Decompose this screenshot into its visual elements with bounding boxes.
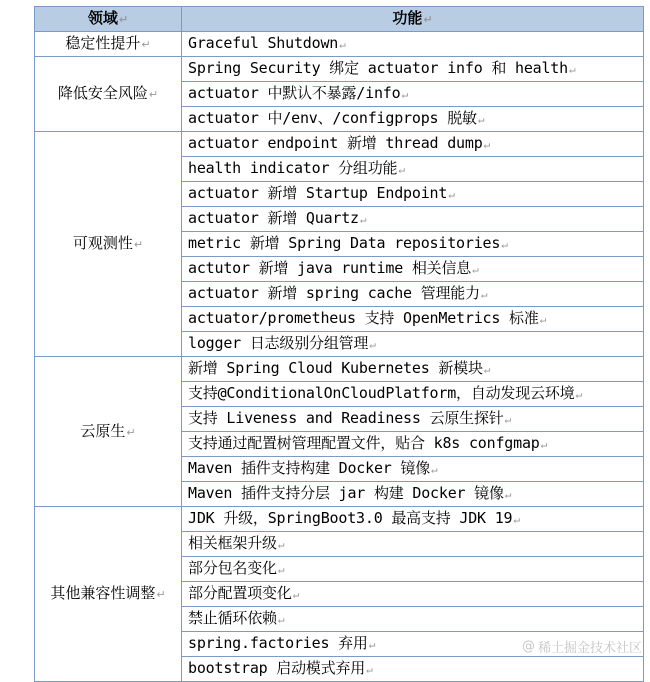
feature-label: 部分包名变化 bbox=[188, 559, 277, 577]
feature-label: metric 新增 Spring Data repositories bbox=[188, 234, 501, 252]
paragraph-mark-icon: ↵ bbox=[369, 338, 376, 351]
feature-cell bbox=[182, 282, 644, 307]
feature-label: 禁止循环依赖 bbox=[188, 609, 277, 627]
feature-label: actuator 中/env、/configprops 脱敏 bbox=[188, 109, 477, 127]
domain-label: 稳定性提升 bbox=[65, 34, 141, 52]
feature-cell bbox=[182, 582, 644, 607]
feature-cell bbox=[182, 607, 644, 632]
feature-label: actuator 新增 Startup Endpoint bbox=[188, 184, 448, 202]
feature-label: actuator endpoint 新增 thread dump bbox=[188, 134, 483, 152]
domain-label: 其他兼容性调整 bbox=[50, 584, 156, 602]
paragraph-mark-icon: ↵ bbox=[483, 138, 490, 151]
feature-label: actuator 中默认不暴露/info bbox=[188, 84, 401, 102]
table-row bbox=[35, 507, 644, 532]
feature-cell bbox=[182, 532, 644, 557]
table-header-row bbox=[35, 7, 644, 32]
feature-label: 支持@ConditionalOnCloudPlatform，自动发现云环境 bbox=[188, 384, 575, 402]
paragraph-mark-icon: ↵ bbox=[292, 588, 300, 601]
feature-label: Graceful Shutdown bbox=[188, 34, 339, 52]
feature-label: actuator 新增 spring cache 管理能力 bbox=[188, 284, 480, 302]
feature-cell bbox=[182, 182, 644, 207]
feature-cell bbox=[182, 132, 644, 157]
paragraph-mark-icon: ↵ bbox=[501, 238, 508, 251]
feature-label: 支持 Liveness and Readiness 云原生探针 bbox=[188, 409, 504, 427]
table-row bbox=[35, 357, 644, 382]
paragraph-mark-icon: ↵ bbox=[277, 613, 285, 626]
paragraph-mark-icon: ↵ bbox=[339, 38, 346, 51]
paragraph-mark-icon: ↵ bbox=[141, 38, 151, 51]
feature-cell bbox=[182, 57, 644, 82]
feature-cell bbox=[182, 457, 644, 482]
feature-label: spring.factories 弃用 bbox=[188, 634, 368, 652]
paragraph-mark-icon: ↵ bbox=[366, 663, 373, 676]
paragraph-mark-icon: ↵ bbox=[368, 638, 376, 651]
domain-label: 云原生 bbox=[80, 421, 126, 440]
paragraph-mark-icon: ↵ bbox=[483, 363, 491, 376]
feature-label: health indicator 分组功能 bbox=[188, 159, 398, 177]
paragraph-mark-icon: ↵ bbox=[156, 588, 166, 601]
feature-cell bbox=[182, 232, 644, 257]
paragraph-mark-icon: ↵ bbox=[118, 13, 129, 26]
feature-label: logger 日志级别分组管理 bbox=[188, 334, 369, 352]
domain-cell bbox=[35, 507, 182, 682]
paragraph-mark-icon: ↵ bbox=[277, 563, 285, 576]
feature-label: actuator/prometheus 支持 OpenMetrics 标准 bbox=[188, 309, 539, 327]
feature-cell bbox=[182, 332, 644, 357]
feature-label: Maven 插件支持分层 jar 构建 Docker 镜像 bbox=[188, 484, 504, 502]
feature-cell bbox=[182, 82, 644, 107]
table-body bbox=[35, 32, 644, 682]
feature-cell bbox=[182, 107, 644, 132]
paragraph-mark-icon: ↵ bbox=[126, 425, 136, 439]
domain-label: 降低安全风险 bbox=[57, 84, 148, 102]
paragraph-mark-icon: ↵ bbox=[568, 63, 576, 76]
domain-cell bbox=[35, 357, 182, 507]
watermark-text: 稀土掘金技术社区 bbox=[537, 641, 642, 656]
feature-cell bbox=[182, 32, 644, 57]
feature-cell bbox=[182, 207, 644, 232]
feature-cell bbox=[182, 432, 644, 457]
feature-label: Maven 插件支持构建 Docker 镜像 bbox=[188, 459, 431, 477]
feature-label: JDK 升级，SpringBoot3.0 最高支持 JDK 19 bbox=[188, 509, 513, 527]
table-row bbox=[35, 32, 644, 57]
feature-cell bbox=[182, 657, 644, 682]
feature-cell bbox=[182, 482, 644, 507]
feature-label: 新增 Spring Cloud Kubernetes 新模块 bbox=[188, 359, 483, 377]
paragraph-mark-icon: ↵ bbox=[398, 163, 405, 176]
paragraph-mark-icon: ↵ bbox=[575, 388, 582, 401]
paragraph-mark-icon: ↵ bbox=[133, 238, 144, 251]
paragraph-mark-icon: ↵ bbox=[277, 538, 285, 551]
paragraph-mark-icon: ↵ bbox=[472, 263, 479, 276]
paragraph-mark-icon: ↵ bbox=[480, 288, 488, 301]
paragraph-mark-icon: ↵ bbox=[359, 213, 367, 226]
feature-label: bootstrap 启动模式弃用 bbox=[188, 659, 366, 677]
paragraph-mark-icon: ↵ bbox=[401, 88, 408, 101]
feature-cell bbox=[182, 157, 644, 182]
paragraph-mark-icon: ↵ bbox=[423, 13, 433, 26]
watermark bbox=[522, 637, 642, 656]
paragraph-mark-icon: ↵ bbox=[504, 413, 511, 426]
paragraph-mark-icon: ↵ bbox=[504, 488, 512, 501]
feature-label: 相关框架升级 bbox=[188, 534, 277, 552]
paragraph-mark-icon: ↵ bbox=[448, 188, 455, 201]
feature-label: 部分配置项变化 bbox=[188, 584, 292, 602]
paragraph-mark-icon: ↵ bbox=[540, 438, 548, 451]
header-domain: 领域↵ bbox=[35, 7, 182, 32]
table-row bbox=[35, 132, 644, 157]
watermark-at-icon: @ bbox=[521, 639, 535, 654]
feature-cell bbox=[182, 557, 644, 582]
domain-cell bbox=[35, 32, 182, 57]
feature-label: Spring Security 绑定 actuator info 和 health bbox=[188, 59, 568, 77]
feature-cell bbox=[182, 357, 644, 382]
feature-label: actuator 新增 Quartz bbox=[188, 209, 359, 227]
domain-cell bbox=[35, 132, 182, 357]
feature-cell bbox=[182, 257, 644, 282]
feature-cell bbox=[182, 407, 644, 432]
feature-table bbox=[34, 6, 644, 682]
feature-cell bbox=[182, 382, 644, 407]
domain-cell bbox=[35, 57, 182, 132]
feature-label: actutor 新增 java runtime 相关信息 bbox=[188, 259, 472, 277]
paragraph-mark-icon: ↵ bbox=[477, 113, 485, 126]
paragraph-mark-icon: ↵ bbox=[148, 88, 159, 101]
header-function: 功能↵ bbox=[182, 7, 644, 32]
feature-cell bbox=[182, 507, 644, 532]
paragraph-mark-icon: ↵ bbox=[431, 463, 438, 476]
feature-cell bbox=[182, 307, 644, 332]
table-row bbox=[35, 57, 644, 82]
paragraph-mark-icon: ↵ bbox=[539, 313, 547, 326]
paragraph-mark-icon: ↵ bbox=[513, 513, 520, 526]
feature-label: 支持通过配置树管理配置文件，贴合 k8s confgmap bbox=[188, 434, 540, 452]
domain-label: 可观测性 bbox=[72, 234, 133, 252]
